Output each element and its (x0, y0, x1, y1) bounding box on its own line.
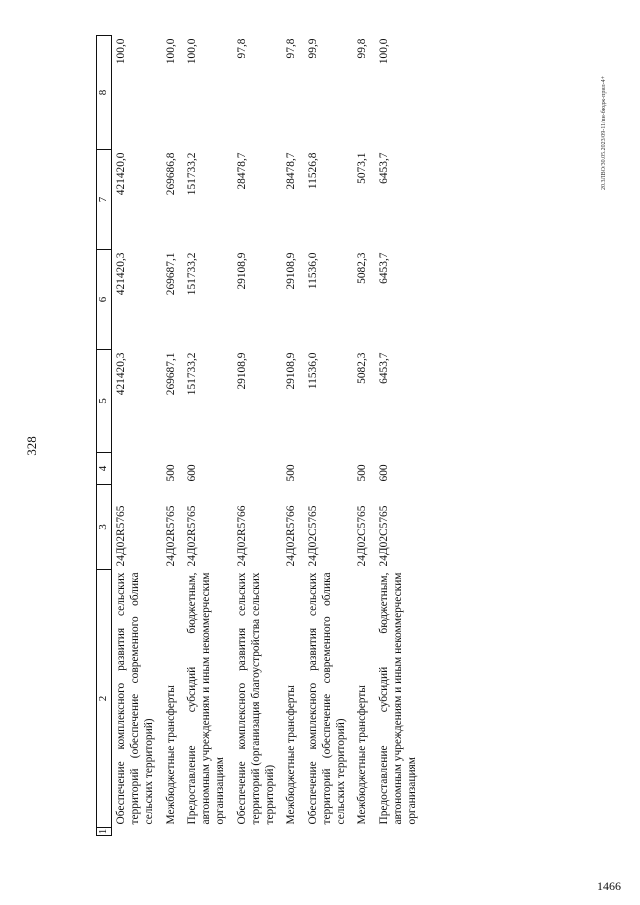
col-header-3: 3 (97, 485, 112, 570)
cell-expense-type: 500 (285, 464, 298, 482)
table-row (353, 36, 374, 836)
col-header-5: 5 (97, 350, 112, 453)
cell-percent: 99,9 (306, 38, 319, 59)
cell-target-code: 24Д02С5765 (377, 505, 390, 567)
cell-percent: 97,8 (235, 38, 248, 59)
cell-name: Обеспечение комплексного развития сельских территорий (организация благоустройства сельских территорий) (235, 572, 276, 825)
rotated-table-container (96, 36, 521, 836)
cell-value-7: 28478,7 (235, 152, 248, 190)
cell-target-code: 24Д02R5765 (114, 505, 127, 567)
cell-target-code: 24Д02R5765 (164, 505, 177, 567)
budget-table (96, 35, 424, 836)
col-header-4: 4 (97, 453, 112, 485)
cell-value-6: 29108,9 (285, 252, 298, 290)
page-number: 328 (23, 436, 39, 456)
cell-expense-type: 500 (356, 464, 369, 482)
cell-expense-type (304, 453, 354, 485)
cell-value-6: 5082,3 (356, 252, 369, 284)
cell-target-code: 24Д02R5766 (235, 505, 248, 567)
cell-index (304, 828, 354, 836)
document-code: 20.3ЛВО/30.05.2023/09-11/вн-бюдж-прил-4+ (601, 76, 607, 190)
cell-name: Межбюджетные трансферты (164, 685, 177, 825)
cell-name: Обеспечение комплексного развития сельских территорий (обеспечение современного облика сельских территорий) (306, 572, 347, 825)
cell-value-7: 151733,2 (185, 152, 198, 196)
cell-index (162, 828, 183, 836)
col-header-8: 8 (97, 36, 112, 150)
cell-value-5: 151733,2 (185, 352, 198, 396)
cell-value-6: 151733,2 (185, 252, 198, 296)
cell-value-6: 6453,7 (377, 252, 390, 284)
cell-index (282, 828, 303, 836)
cell-value-7: 6453,7 (377, 152, 390, 184)
cell-percent: 97,8 (285, 38, 298, 59)
cell-expense-type: 500 (164, 464, 177, 482)
cell-percent: 100,0 (185, 38, 198, 65)
cell-percent: 100,0 (164, 38, 177, 65)
cell-expense-type (111, 453, 161, 485)
cell-value-5: 5082,3 (356, 352, 369, 384)
col-header-7: 7 (97, 150, 112, 250)
table-row (233, 36, 283, 836)
cell-name: Обеспечение комплексного развития сельских территорий (обеспечение современного облика сельских территорий) (114, 572, 156, 825)
cell-index (183, 828, 233, 836)
col-header-1: 1 (97, 828, 112, 836)
cell-value-5: 6453,7 (377, 352, 390, 384)
cell-percent: 100,0 (114, 38, 127, 65)
cell-percent: 100,0 (377, 38, 390, 65)
cell-name: Межбюджетные трансферты (356, 685, 369, 825)
table-body (111, 36, 424, 836)
cell-target-code: 24Д02С5765 (306, 505, 319, 567)
cell-value-7: 5073,1 (356, 152, 369, 184)
table-row (162, 36, 183, 836)
cell-name: Межбюджетные трансферты (285, 685, 298, 825)
cell-value-6: 29108,9 (235, 252, 248, 290)
col-header-2: 2 (97, 570, 112, 828)
table-row (282, 36, 303, 836)
header-row (97, 36, 112, 836)
cell-value-6: 11536,0 (306, 252, 319, 290)
cell-value-5: 269687,1 (164, 352, 177, 396)
cell-index (375, 828, 425, 836)
cell-value-6: 269687,1 (164, 252, 177, 296)
cell-value-7: 11526,8 (306, 152, 319, 190)
cell-index (111, 828, 161, 836)
cell-expense-type: 600 (377, 464, 390, 482)
table-row (375, 36, 425, 836)
cell-target-code: 24Д02R5766 (285, 505, 298, 567)
cell-percent: 99,8 (356, 38, 369, 59)
cell-name: Предоставление субсидий бюджетным, автономным учреждениям и иным некоммерческим организациям (377, 572, 418, 825)
cell-value-7: 269686,8 (164, 152, 177, 196)
cell-name: Предоставление субсидий бюджетным, автономным учреждениям и иным некоммерческим организациям (185, 572, 227, 825)
cell-value-7: 421420,0 (114, 152, 127, 196)
cell-value-5: 421420,3 (114, 352, 127, 396)
table-row (183, 36, 233, 836)
cell-value-5: 29108,9 (235, 352, 248, 390)
table-row (304, 36, 354, 836)
cell-index (233, 828, 283, 836)
cell-index (353, 828, 374, 836)
col-header-6: 6 (97, 250, 112, 350)
sheet-number: 1466 (597, 879, 621, 893)
table-row (111, 36, 161, 836)
cell-target-code: 24Д02С5765 (356, 505, 369, 567)
cell-value-5: 29108,9 (285, 352, 298, 390)
cell-value-7: 28478,7 (285, 152, 298, 190)
cell-target-code: 24Д02R5765 (185, 505, 198, 567)
cell-expense-type (233, 453, 283, 485)
cell-value-5: 11536,0 (306, 352, 319, 390)
cell-value-6: 421420,3 (114, 252, 127, 296)
cell-expense-type: 600 (185, 464, 198, 482)
